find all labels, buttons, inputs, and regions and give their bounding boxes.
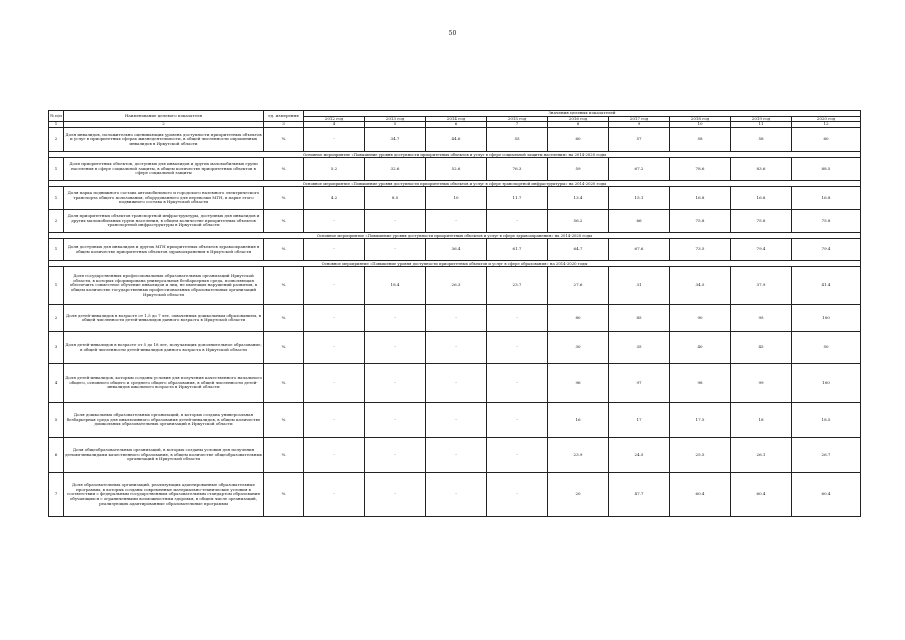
value-cell: 76.3 bbox=[487, 158, 548, 181]
year-header: 2013 год bbox=[365, 116, 426, 122]
unit-cell: % bbox=[264, 364, 304, 403]
value-cell: 34.5 bbox=[670, 267, 731, 305]
row-number: 3 bbox=[49, 332, 64, 364]
value-cell: 8.5 bbox=[365, 187, 426, 210]
row-number: 2 bbox=[49, 128, 64, 152]
col-name-header: Наименование целевого показателя bbox=[64, 111, 264, 122]
value-cell: 57 bbox=[609, 128, 670, 152]
table-row bbox=[49, 305, 861, 332]
value-cell: - bbox=[365, 473, 426, 517]
value-cell: 60.4 bbox=[792, 473, 861, 517]
value-cell: 60.4 bbox=[731, 473, 792, 517]
value-cell: - bbox=[487, 364, 548, 403]
value-cell: 18 bbox=[731, 403, 792, 438]
section-title: Основное мероприятие «Повышение уровня доступности приоритетных объектов и услуг в сфере транспортной инфраструктуры» на 2014-2020 годы bbox=[49, 181, 861, 187]
row-number: 1 bbox=[49, 239, 64, 261]
value-cell: 16.8 bbox=[731, 187, 792, 210]
value-cell: 98 bbox=[670, 364, 731, 403]
value-cell: 25.5 bbox=[670, 438, 731, 473]
row-number: 1 bbox=[49, 158, 64, 181]
value-cell: 66 bbox=[609, 210, 670, 233]
value-cell: 75.8 bbox=[792, 210, 861, 233]
value-cell: 100 bbox=[792, 364, 861, 403]
value-cell: 26.7 bbox=[792, 438, 861, 473]
year-header: 2016 год bbox=[548, 116, 609, 122]
table-row bbox=[49, 438, 861, 473]
value-cell: 26.3 bbox=[426, 267, 487, 305]
value-cell: 44.6 bbox=[426, 128, 487, 152]
value-cell: 96 bbox=[548, 364, 609, 403]
value-cell: 10 bbox=[426, 187, 487, 210]
row-number: 1 bbox=[49, 187, 64, 210]
value-cell: 4.2 bbox=[304, 187, 365, 210]
value-cell: 56.2 bbox=[548, 210, 609, 233]
value-cell: - bbox=[365, 305, 426, 332]
value-cell: - bbox=[365, 403, 426, 438]
value-cell: 79.4 bbox=[731, 239, 792, 261]
value-cell: - bbox=[426, 473, 487, 517]
indicator-name: Доля образовательных организаций, реализующих адаптированные образовательные программы, в которых созданы современные материально-технические условия в соответствии с федеральным государственным образовательным стандартом образования обучающихся с ограниченными возможностями здоровья, в общем числе организаций, реализующих адаптированные образовательные программы bbox=[64, 473, 264, 517]
value-cell: - bbox=[304, 239, 365, 261]
value-cell: - bbox=[365, 332, 426, 364]
value-cell: - bbox=[304, 364, 365, 403]
table-row bbox=[49, 239, 861, 261]
value-cell: 55 bbox=[487, 128, 548, 152]
value-cell: - bbox=[304, 438, 365, 473]
row-number: 4 bbox=[49, 364, 64, 403]
value-cell: 60 bbox=[792, 128, 861, 152]
table-row bbox=[49, 210, 861, 233]
indicator-name: Доля детей-инвалидов, которым созданы условия для получения качественного начального общего, основного общего и среднего общего образования, в общей численности детей-инвалидов школьного возраста в Иркутской области bbox=[64, 364, 264, 403]
col-num-header: № п/п bbox=[49, 111, 64, 122]
value-cell: 31 bbox=[609, 267, 670, 305]
unit-cell: % bbox=[264, 239, 304, 261]
unit-cell: % bbox=[264, 158, 304, 181]
value-cell: 61.7 bbox=[487, 239, 548, 261]
value-cell: - bbox=[304, 473, 365, 517]
value-cell: 35 bbox=[609, 332, 670, 364]
indicator-name: Доля дошкольных образовательных организаций, в которых создана универсальная безбарьерная среда для инклюзивного образования детей-инвалидов, в общем количестве дошкольных образовательных организаций в Иркутской области bbox=[64, 403, 264, 438]
value-cell: 47.7 bbox=[609, 473, 670, 517]
value-cell: 60 bbox=[548, 128, 609, 152]
indicator-name: Доля инвалидов, положительно оценивающих уровень доступности приоритетных объектов и услуг в приоритетных сферах жизнедеятельности, в общей численности опрошенных инвалидов в Иркутской области bbox=[64, 128, 264, 152]
value-cell: - bbox=[304, 332, 365, 364]
unit-cell: % bbox=[264, 473, 304, 517]
value-cell: - bbox=[304, 403, 365, 438]
year-header: 2012 год bbox=[304, 116, 365, 122]
section-title: Основное мероприятие «Повышение уровня доступности приоритетных объектов и услуг в сфере социальной защиты населения» на 2014-2020 годы bbox=[49, 152, 861, 158]
unit-cell: % bbox=[264, 128, 304, 152]
column-number: 7 bbox=[487, 122, 548, 128]
value-cell: - bbox=[487, 210, 548, 233]
value-cell: 60.4 bbox=[670, 473, 731, 517]
value-cell: - bbox=[304, 267, 365, 305]
year-header: 2020 год bbox=[792, 116, 861, 122]
value-cell: - bbox=[365, 239, 426, 261]
column-number: 2 bbox=[64, 122, 264, 128]
row-number: 1 bbox=[49, 267, 64, 305]
value-cell: 16 bbox=[548, 403, 609, 438]
indicator-name: Доля детей-инвалидов в возрасте от 1,5 до 7 лет, охваченных дошкольным образованием, в общей численности детей-инвалидов данного возраста в Иркутской области bbox=[64, 305, 264, 332]
table-row bbox=[49, 364, 861, 403]
value-cell: 23.7 bbox=[487, 267, 548, 305]
column-number: 1 bbox=[49, 122, 64, 128]
column-number: 11 bbox=[731, 122, 792, 128]
unit-cell: % bbox=[264, 305, 304, 332]
column-number: 12 bbox=[792, 122, 861, 128]
table-row bbox=[49, 403, 861, 438]
section-title: Основное мероприятие «Повышение уровня доступности приоритетных объектов и услуг в сфере здравоохранения» на 2014-2020 годы bbox=[49, 233, 861, 239]
indicator-name: Доля парка подвижного состава автомобильного и городского наземного электрического транспорта общего пользования, оборудованного для перевозки МГН, в парке этого подвижного состава в Иркутской области bbox=[64, 187, 264, 210]
value-cell: - bbox=[365, 210, 426, 233]
value-cell: 83.6 bbox=[731, 158, 792, 181]
table-row bbox=[49, 332, 861, 364]
value-cell: - bbox=[365, 438, 426, 473]
year-header: 2018 год bbox=[670, 116, 731, 122]
value-cell: 58 bbox=[670, 128, 731, 152]
year-header: 2017 год bbox=[609, 116, 670, 122]
value-cell: 30 bbox=[548, 332, 609, 364]
value-cell: 80 bbox=[548, 305, 609, 332]
value-cell: 67.2 bbox=[609, 158, 670, 181]
value-cell: - bbox=[426, 438, 487, 473]
row-number: 7 bbox=[49, 473, 64, 517]
value-cell: 95 bbox=[731, 305, 792, 332]
value-cell: 18.5 bbox=[792, 403, 861, 438]
value-cell: 26.1 bbox=[731, 438, 792, 473]
value-cell: 85 bbox=[609, 305, 670, 332]
value-cell: 45 bbox=[731, 332, 792, 364]
value-cell: - bbox=[426, 403, 487, 438]
value-cell: - bbox=[365, 364, 426, 403]
value-cell: 64.7 bbox=[548, 239, 609, 261]
value-cell: 37.9 bbox=[731, 267, 792, 305]
values-header: Значения целевых показателей bbox=[304, 111, 861, 117]
value-cell: 34.7 bbox=[365, 128, 426, 152]
table-row bbox=[49, 187, 861, 210]
value-cell: 5.2 bbox=[304, 158, 365, 181]
value-cell: 99 bbox=[731, 364, 792, 403]
column-number: 9 bbox=[609, 122, 670, 128]
row-number: 6 bbox=[49, 438, 64, 473]
column-number: 4 bbox=[304, 122, 365, 128]
indicators-table bbox=[48, 110, 861, 517]
table-row bbox=[49, 473, 861, 517]
value-cell: 16.8 bbox=[792, 187, 861, 210]
unit-cell: % bbox=[264, 438, 304, 473]
value-cell: 20 bbox=[548, 473, 609, 517]
value-cell: - bbox=[426, 210, 487, 233]
value-cell: 75.8 bbox=[670, 210, 731, 233]
indicator-name: Доля государственных профессиональных образовательных организаций Иркутской области, в которых сформирована универсальная безбарьерная среда, позволяющая обеспечить совместное обучение инвалидов и лиц, не имеющих нарушений развития, в общем количестве государственных профессиональных образовательных организаций Иркутской области bbox=[64, 267, 264, 305]
indicator-name: Доля общеобразовательных организаций, в которых созданы условия для получения детьми-инвалидами качественного образования, в общем количестве общеобразовательных организаций в Иркутской области bbox=[64, 438, 264, 473]
table-row bbox=[49, 267, 861, 305]
value-cell: 90 bbox=[670, 305, 731, 332]
indicator-name: Доля детей-инвалидов в возрасте от 5 до 18 лет, получающих дополнительное образование, в общей численности детей-инвалидов данного возраста в Иркутской области bbox=[64, 332, 264, 364]
value-cell: 41.4 bbox=[792, 267, 861, 305]
value-cell: 15.1 bbox=[609, 187, 670, 210]
value-cell: 16.8 bbox=[670, 187, 731, 210]
year-header: 2015 год bbox=[487, 116, 548, 122]
row-number: 5 bbox=[49, 403, 64, 438]
value-cell: 17 bbox=[609, 403, 670, 438]
value-cell: 67.6 bbox=[609, 239, 670, 261]
table-row bbox=[49, 158, 861, 181]
value-cell: 32.6 bbox=[365, 158, 426, 181]
value-cell: 50 bbox=[792, 332, 861, 364]
value-cell: 97 bbox=[609, 364, 670, 403]
column-number: 3 bbox=[264, 122, 304, 128]
value-cell: 59 bbox=[548, 158, 609, 181]
unit-cell: % bbox=[264, 210, 304, 233]
indicators-body bbox=[49, 128, 861, 517]
value-cell: 36.4 bbox=[426, 239, 487, 261]
value-cell: - bbox=[304, 210, 365, 233]
year-header: 2019 год bbox=[731, 116, 792, 122]
value-cell: 40 bbox=[670, 332, 731, 364]
value-cell: 73.5 bbox=[670, 239, 731, 261]
col-unit-header: ед. измерения bbox=[264, 111, 304, 122]
indicator-name: Доля доступных для инвалидов и других МГН приоритетных объектов здравоохранения в общем количестве приоритетных объектов здравоохранения в Иркутской области bbox=[64, 239, 264, 261]
value-cell: - bbox=[487, 332, 548, 364]
value-cell: 17.5 bbox=[670, 403, 731, 438]
unit-cell: % bbox=[264, 403, 304, 438]
value-cell: - bbox=[426, 332, 487, 364]
value-cell: 23.9 bbox=[548, 438, 609, 473]
value-cell: 24.5 bbox=[609, 438, 670, 473]
value-cell: 79.4 bbox=[792, 239, 861, 261]
indicator-name: Доля приоритетных объектов транспортной инфраструктуры, доступных для инвалидов и других маломобильных групп населения, в общем количестве приоритетных объектов транспортной инфраструктуры в Иркутской области bbox=[64, 210, 264, 233]
value-cell: - bbox=[304, 128, 365, 152]
value-cell: 58 bbox=[731, 128, 792, 152]
column-number: 5 bbox=[365, 122, 426, 128]
value-cell: 13.4 bbox=[548, 187, 609, 210]
section-title: Основное мероприятие «Повышение уровня доступности приоритетных объектов и услуг в сфере образования» на 2014-2020 годы bbox=[49, 261, 861, 267]
value-cell: 18.4 bbox=[365, 267, 426, 305]
column-number: 10 bbox=[670, 122, 731, 128]
value-cell: - bbox=[426, 305, 487, 332]
value-cell: 88.5 bbox=[792, 158, 861, 181]
row-number: 2 bbox=[49, 305, 64, 332]
value-cell: - bbox=[487, 438, 548, 473]
row-number: 2 bbox=[49, 210, 64, 233]
value-cell: - bbox=[487, 473, 548, 517]
value-cell: 27.6 bbox=[548, 267, 609, 305]
column-number: 8 bbox=[548, 122, 609, 128]
value-cell: - bbox=[304, 305, 365, 332]
value-cell: - bbox=[487, 403, 548, 438]
unit-cell: % bbox=[264, 267, 304, 305]
year-header: 2014 год bbox=[426, 116, 487, 122]
value-cell: - bbox=[426, 364, 487, 403]
value-cell: 100 bbox=[792, 305, 861, 332]
unit-cell: % bbox=[264, 332, 304, 364]
value-cell: 52.6 bbox=[426, 158, 487, 181]
value-cell: - bbox=[487, 305, 548, 332]
value-cell: 75.8 bbox=[731, 210, 792, 233]
page-number: 50 bbox=[448, 30, 457, 37]
column-number: 6 bbox=[426, 122, 487, 128]
table-row bbox=[49, 128, 861, 152]
value-cell: 78.6 bbox=[670, 158, 731, 181]
indicator-name: Доля приоритетных объектов, доступных для инвалидов и других маломобильных групп населения в сфере социальной защиты, в общем количестве приоритетных объектов в сфере социальной защиты bbox=[64, 158, 264, 181]
value-cell: 11.7 bbox=[487, 187, 548, 210]
unit-cell: % bbox=[264, 187, 304, 210]
